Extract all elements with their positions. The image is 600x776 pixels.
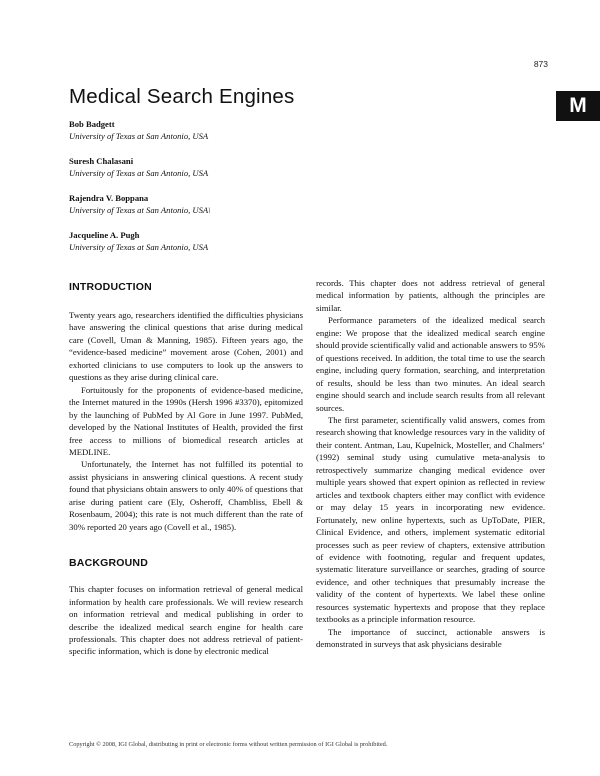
right-column [316,277,545,651]
page-number: 873 [533,59,548,69]
body-paragraph: The importance of succinct, actionable answers is demonstrated in surveys that ask physicians desirable [316,626,545,650]
introduction-paragraph: Unfortunately, the Internet has not fulfilled its potential to assist physicians in answering clinical questions. A recent study found that physicians obtain answers to only 40% of questions that arise during patient care (Ely, Osheroff, Chambliss, Ebell & Rosenbaum, 2004); this rate is not much different than the rate of 30% reported 20 years ago (Covell et al., 1985). [69,459,303,532]
author-affiliation: University of Texas at San Antonio, USA [69,242,209,252]
section-letter-tab: M [556,91,600,121]
copyright-footer: Copyright © 2008, IGI Global, distributing in print or electronic forms without written permission of IGI Global is prohibited. [69,741,388,748]
author-entry [69,118,211,142]
introduction-paragraph: Fortuitously for the proponents of evidence-based medicine, the Internet matured in the 1990s (Hersh 1996 #3370), epitomized by the launching of PubMed by Al Gore in June 1997. PubMed, developed by the National Institutes of Health, provided the first free access to millions of biomedical research articles at MEDLINE. [69,384,303,457]
author-affiliation: University of Texas at San Antonio, USA [69,131,209,141]
author-affiliation: University of Texas at San Antonio, USA [69,168,209,178]
introduction-paragraph: Twenty years ago, researchers identified the difficulties physicians have answering the clinical questions that arise during medical care (Covell, Uman & Manning, 1985). Fifteen years ago, the “evidence-based medicine” movement arose (Cohen, 2001) and exhorted clinicians to use computers to look up the answers to questions as they arise during clinical care. [69,310,303,383]
author-entry [69,192,211,216]
body-paragraph: The first parameter, scientifically valid answers, comes from research showing that knowledge resources vary in the validity of their content. Antman, Lau, Kupelnick, Mosteller, and Chalmers’ (1992) seminal study using cumulative meta-analysis to retrospectively summarize changing medical evidence over multiple years showed that expert opinion as reflected in review articles and textbook chapters either may conflict with evidence or may delay 15 years in incorporating new evidence. Fortunately, new online hypertexts, such as UpToDate, PIER, Clinical Evidence, and others, implement systematic editorial processes such as peer review of chapters, extensive attribution of evidence with footnoting, regular and frequent updates, systematic literature surveillance or searches, grading of source evidence, and other techniques that presumably increase the validity of the content of hypertexts. We label these online resources systematic hypertexts and propose that they replace textbooks as a principle information resource. [316,414,545,625]
author-list [69,118,211,266]
introduction-heading: INTRODUCTION [69,281,152,293]
article-title: Medical Search Engines [69,85,295,108]
author-name: Bob Badgett [69,119,115,129]
author-entry [69,155,211,179]
author-affiliation: University of Texas at San Antonio, USA\ [69,205,211,215]
author-entry [69,229,211,253]
body-paragraph: Performance parameters of the idealized medical search engine: We propose that the idealized medical search engine should provide scientifically valid and actionable answers to 95% of questions received. In addition, the total time to use the search engine, including query formation, searching, and interpretation of results, should be less than two minutes. An ideal search engine should search and include search results from all relevant sources. [316,315,545,413]
author-name: Jacqueline A. Pugh [69,230,140,240]
background-paragraph: This chapter focuses on information retrieval of general medical information by health care professionals. We will review research on information retrieval and medical publishing in order to describe the idealized medical search engine for health care professionals. This chapter does not address retrieval of patient-specific information, which is done by electronic medical [69,584,303,657]
background-heading: BACKGROUND [69,557,148,570]
body-paragraph: records. This chapter does not address retrieval of general medical information by patients, although the principles are similar. [316,278,545,313]
author-name: Rajendra V. Boppana [69,193,149,203]
author-name: Suresh Chalasani [69,156,134,166]
left-column [69,281,303,658]
